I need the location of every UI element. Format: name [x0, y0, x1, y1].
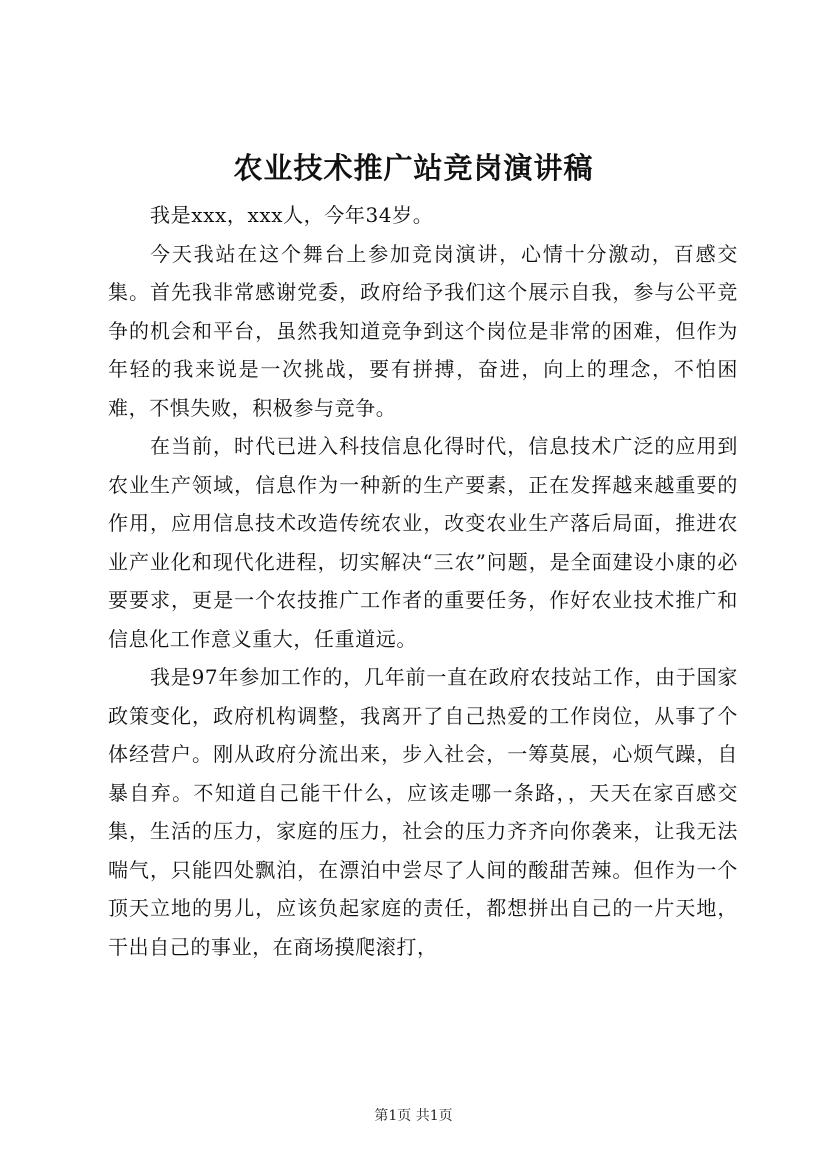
document-body	[108, 196, 738, 966]
paragraph-gratitude: 今天我站在这个舞台上参加竞岗演讲，心情十分激动，百感交集。首先我非常感谢党委，政府给予我们这个展示自我，参与公平竞争的机会和平台，虽然我知道竞争到这个岗位是非常的困难，但作为年轻的我来说是一次挑战，要有拼搏，奋进，向上的理念，不怕困难，不惧失败，积极参与竞争。	[108, 241, 738, 420]
paragraph-intro: 我是xxx，xxx人，今年34岁。	[150, 203, 434, 227]
paragraph-work-history: 我是97年参加工作的，几年前一直在政府农技站工作，由于国家政策变化，政府机构调整，我离开了自己热爱的工作岗位，从事了个体经营户。刚从政府分流出来，步入社会，一筹莫展，心烦气躁，自暴自弃。不知道自己能干什么，应该走哪一条路，，天天在家百感交集，生活的压力，家庭的压力，社会的压力齐齐向你袭来，让我无法喘气，只能四处飘泊，在漂泊中尝尽了人间的酸甜苦辣。但作为一个顶天立地的男儿，应该负起家庭的责任，都想拼出自己的一片天地，干出自己的事业，在商场摸爬滚打，	[108, 665, 738, 959]
page-footer: 第1页 共1页	[374, 1108, 453, 1124]
document-title: 农业技术推广站竞岗演讲稿	[233, 151, 594, 185]
paragraph-information-era: 在当前，时代已进入科技信息化得时代，信息技术广泛的应用到农业生产领域，信息作为一种新的生产要素，正在发挥越来越重要的作用，应用信息技术改造传统农业，改变农业生产落后局面，推进农业产业化和现代化进程，切实解决“三农”问题，是全面建设小康的必要要求，更是一个农技推广工作者的重要任务，作好农业技术推广和信息化工作意义重大，任重道远。	[108, 434, 738, 651]
